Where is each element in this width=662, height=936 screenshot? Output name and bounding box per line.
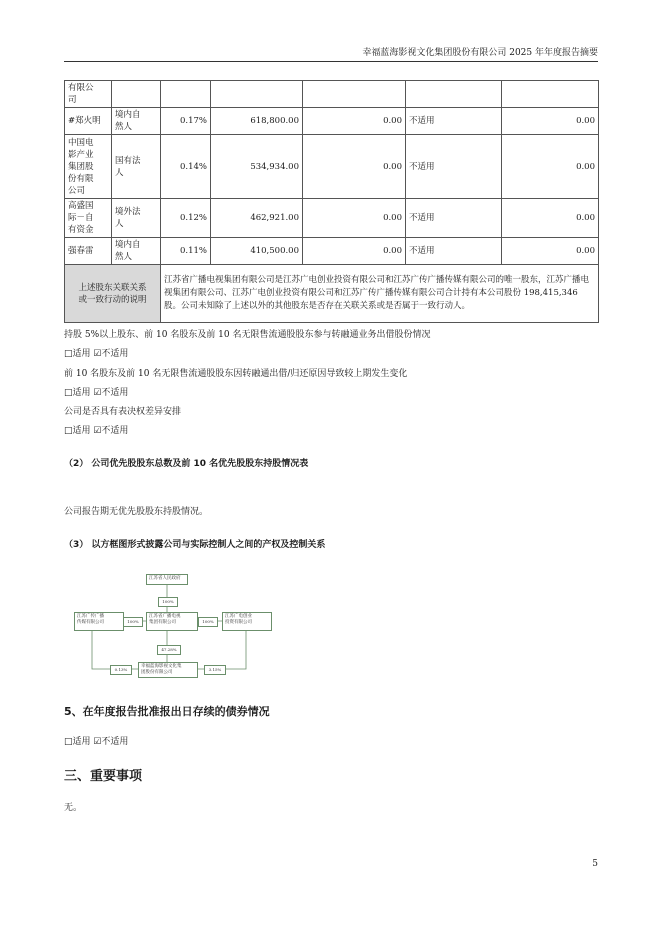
cell-name: 中国电 影产业 集团股 份有限 公司 (65, 135, 112, 199)
cell-status: 不适用 (406, 238, 502, 265)
cell-nature: 境内自 然人 (112, 238, 161, 265)
cell-shares (211, 81, 303, 108)
cell-nature: 国有法 人 (112, 135, 161, 199)
cell-nature (112, 81, 161, 108)
cell-shares: 462,921.00 (211, 199, 303, 238)
cell-ratio (161, 81, 211, 108)
preferred-text: 公司报告期无优先股股东持股情况。 (64, 507, 209, 517)
cell-shares: 410,500.00 (211, 238, 303, 265)
cell-restricted: 0.00 (303, 135, 406, 199)
subheading-2: （2） 公司优先股股东总数及前 10 名优先股股东持股情况表 (64, 459, 309, 469)
cell-qty: 0.00 (502, 238, 599, 265)
section-5-heading: 5、在年度报告批准报出日存续的债券情况 (64, 705, 270, 718)
table-row (65, 238, 599, 265)
cell-restricted: 0.00 (303, 199, 406, 238)
related-text: 江苏省广播电视集团有限公司是江苏广电创业投资有限公司和江苏广传广播传媒有限公司的唯一股东，江苏广播电视集团有限公司、江苏广电创业投资有限公司和江苏广传广播传媒有限公司合计持有本公司股份 198,415,346 股。公司未知除了上述以外的其他股东是否存在关联关系或是否属于一致行动人。 (161, 265, 599, 323)
lending-choice: □适用 ☑不适用 (64, 349, 129, 359)
diagram-bottom-right-pct: 3.15% (204, 665, 226, 675)
cell-qty: 0.00 (502, 108, 599, 135)
cell-status (406, 81, 502, 108)
table-row (65, 81, 599, 108)
page-number: 5 (592, 859, 598, 869)
cell-status: 不适用 (406, 135, 502, 199)
lending-paragraph: 持股 5%以上股东、前 10 名股东及前 10 名无限售流通股股东参与转融通业务出借股份情况 (64, 330, 431, 340)
related-row (65, 265, 599, 323)
cell-nature: 境内自 然人 (112, 108, 161, 135)
table-row (65, 135, 599, 199)
diagram-right-box: 江苏广电创业 投资有限公司 (222, 612, 272, 631)
diagram-top-pct: 100% (158, 597, 178, 607)
cell-ratio: 0.11% (161, 238, 211, 265)
cell-restricted: 0.00 (303, 108, 406, 135)
cell-status: 不适用 (406, 199, 502, 238)
shareholders-table (64, 80, 599, 323)
diagram-right-pct: 100% (198, 617, 218, 627)
diagram-bottom-left-pct: 0.13% (110, 665, 132, 675)
cell-qty (502, 81, 599, 108)
related-label: 上述股东关联关系 或一致行动的说明 (65, 265, 161, 323)
cell-name: 有限公 司 (65, 81, 112, 108)
change-choice: □适用 ☑不适用 (64, 388, 129, 398)
cell-qty: 0.00 (502, 199, 599, 238)
header-divider (64, 61, 598, 62)
cell-name: 高盛国 际－自 有资金 (65, 199, 112, 238)
bond-choice: □适用 ☑不适用 (64, 737, 129, 747)
cell-ratio: 0.17% (161, 108, 211, 135)
change-paragraph: 前 10 名股东及前 10 名无限售流通股股东因转融通出借/归还原因导致较上期发生变化 (64, 369, 408, 379)
page-header: 幸福蓝海影视文化集团股份有限公司 2025 年年度报告摘要 (362, 48, 598, 58)
table-row (65, 108, 599, 135)
diagram-left-box: 江苏广传广播 传媒有限公司 (74, 612, 124, 631)
diagram-left-pct: 100% (123, 617, 143, 627)
cell-name: 强春雷 (65, 238, 112, 265)
cell-shares: 534,934.00 (211, 135, 303, 199)
ownership-diagram (60, 566, 290, 678)
section-3-heading: 三、重要事项 (64, 769, 143, 784)
diagram-top-box: 江苏省人民政府 (146, 574, 188, 585)
voting-choice: □适用 ☑不适用 (64, 426, 129, 436)
cell-restricted: 0.00 (303, 238, 406, 265)
none-text: 无。 (64, 803, 83, 813)
cell-nature: 境外法 人 (112, 199, 161, 238)
cell-ratio: 0.12% (161, 199, 211, 238)
voting-paragraph: 公司是否具有表决权差异安排 (64, 407, 182, 417)
cell-ratio: 0.14% (161, 135, 211, 199)
diagram-center-pct: 47.28% (157, 645, 181, 655)
table-row (65, 199, 599, 238)
cell-status: 不适用 (406, 108, 502, 135)
cell-qty: 0.00 (502, 135, 599, 199)
cell-shares: 618,800.00 (211, 108, 303, 135)
diagram-center-box: 江苏省广播电视 集团有限公司 (146, 612, 198, 631)
cell-name: #郑火明 (65, 108, 112, 135)
diagram-bottom-box: 幸福蓝海影视文化集 团股份有限公司 (138, 662, 198, 678)
subheading-3: （3） 以方框图形式披露公司与实际控制人之间的产权及控制关系 (64, 540, 326, 550)
cell-restricted (303, 81, 406, 108)
